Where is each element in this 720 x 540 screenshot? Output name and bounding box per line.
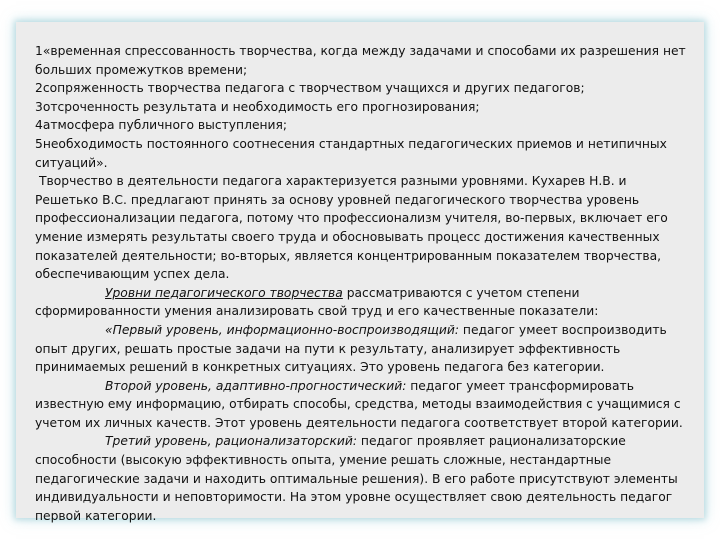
paragraph-levels-intro: Творчество в деятельности педагога характеризуется разными уровнями. Кухарев Н.В. и Решетько В.С. предлагают принять за основу уровней педагогического творчества уровень профессионализации педагога, потому что профессионализм учителя, во-первых, включает его умение измерять результаты своего труда и обосновывать процесс достижения качественных показателей деятельности; во-вторых, является концентрированным показателем творчества, обеспечивающим успех дела.	[35, 174, 668, 282]
level-1-text: педагог умеет воспроизводить опыт других, решать простые задачи на пути к результату, анализирует эффективность принимаемых решений в конкретных ситуациях. Это уровень педагога без категории.	[35, 322, 667, 375]
levels-link[interactable]: Уровни педагогического творчества	[105, 285, 343, 300]
paragraph-level-3	[35, 432, 687, 525]
level-2-title: Второй уровень, адаптивно-прогностический:	[105, 378, 407, 393]
levels-criteria-text: рассматриваются с учетом степени сформированности умения анализировать свой труд и его качественные показатели:	[35, 285, 599, 319]
paragraph-level-2	[35, 377, 687, 433]
level-2-text: педагог умеет трансформировать известную ему информацию, отбирать способы, средства, методы взаимодействия с учащимися с учетом их личных качеств. Этот уровень деятельности педагога соответствует второй категории.	[35, 378, 683, 430]
list-item-1: 1«временная спрессованность творчества, когда между задачами и способами их разрешения нет больших промежутков времени;	[35, 44, 686, 77]
list-item-2: 2сопряженность творчества педагога с творчеством учащихся и других педагогов;	[35, 81, 585, 96]
level-3-text: педагог проявляет рационализаторские способности (высокую эффективность опыта, умение решать сложные, нестандартные педагогические задачи и находить оптимальные решения). В его работе присутствуют элементы индивидуальности и неповторимости. На этом уровне осуществляет свою деятельность педагог первой категории.	[35, 434, 678, 523]
text-body	[35, 42, 687, 525]
list-item-5: 5необходимость постоянного соотнесения стандартных педагогических приемов и нетипичных ситуаций».	[35, 136, 667, 170]
level-1-title: «Первый уровень, информационно-воспроизводящий:	[105, 322, 460, 337]
paragraph-levels-criteria	[35, 284, 687, 321]
list-item-4: 4атмосфера публичного выступления;	[35, 118, 288, 133]
list-item-3: 3отсроченность результата и необходимость его прогнозирования;	[35, 99, 480, 114]
level-3-title: Третий уровень, рационализаторский:	[105, 434, 357, 449]
paragraph-level-1	[35, 321, 687, 377]
